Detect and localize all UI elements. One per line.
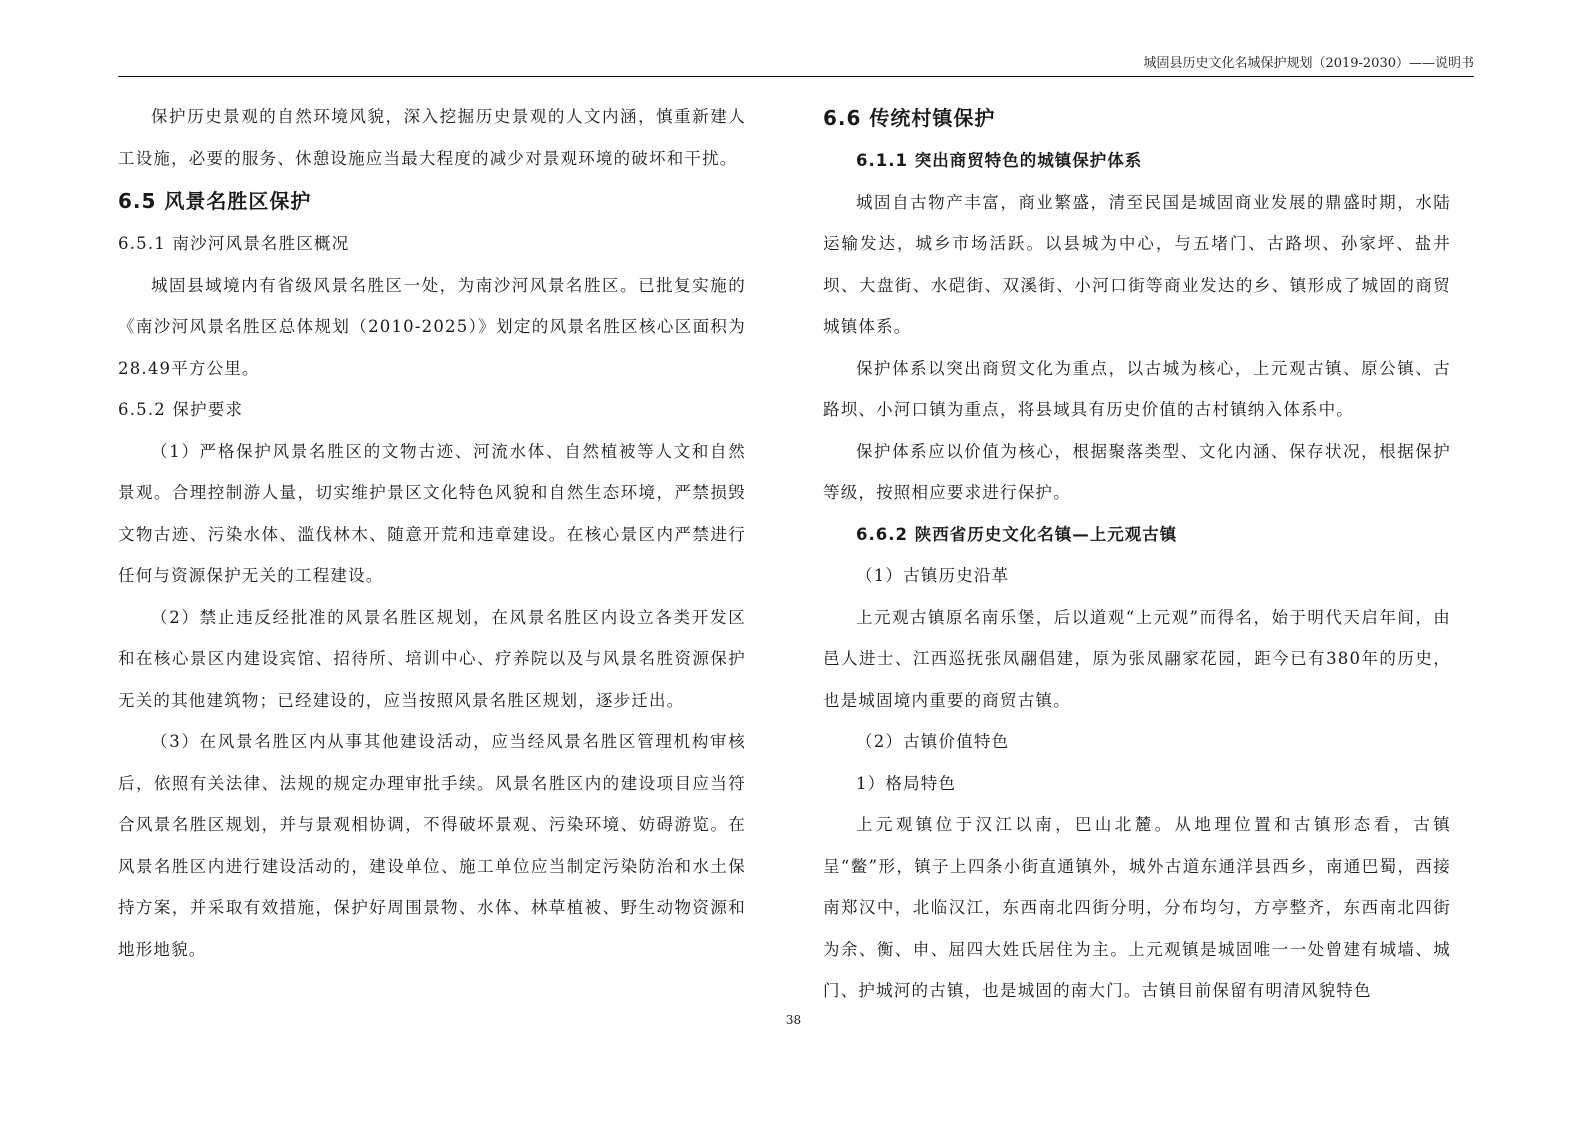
item-town-history: （1）古镇历史沿革 (856, 566, 1010, 585)
paragraph-protection-system: 保护体系以突出商贸文化为重点，以古城为核心，上元观古镇、原公镇、古路坝、小河口镇为重点，将县域具有历史价值的古村镇纳入体系中。 (823, 358, 1451, 419)
section-heading-6-6: 6.6 传统村镇保护 (823, 106, 996, 130)
paragraph-town-history: 上元观古镇原名南乐堡，后以道观“上元观”而得名，始于明代天启年间，由邑人进士、江西巡抚张凤翮倡建，原为张凤翮家花园，距今已有380年的历史，也是城固境内重要的商贸古镇。 (823, 607, 1451, 710)
item-town-value: （2）古镇价值特色 (856, 732, 1010, 751)
subheading-6-5-1: 6.5.1 南沙河风景名胜区概况 (118, 234, 350, 253)
requirement-3: （3）在风景名胜区内从事其他建设活动，应当经风景名胜区管理机构审核后，依照有关法律、法规的规定办理审批手续。风景名胜区内的建设项目应当符合风景名胜区规划，并与景观相协调，不得破坏景观、污染环境、妨碍游览。在风景名胜区内进行建设活动的，建设单位、施工单位应当制定污染防治和水土保持方案，并采取有效措施，保护好周围景物、水体、林草植被、野生动物资源和地形地貌。 (118, 732, 746, 959)
paragraph-commerce-history: 城固自古物产丰富，商业繁盛，清至民国是城固商业发展的鼎盛时期，水陆运输发达，城乡市场活跃。以县城为中心，与五堵门、古路坝、孙家坪、盐井坝、大盘街、水硙街、双溪街、小河口街等商业发达的乡、镇形成了城固的商贸城镇体系。 (823, 192, 1451, 336)
subheading-6-6-2: 6.6.2 陕西省历史文化名镇—上元观古镇 (856, 524, 1178, 544)
page-number: 38 (785, 1013, 802, 1027)
right-column (823, 96, 1451, 1012)
left-column (118, 96, 746, 970)
intro-paragraph: 保护历史景观的自然环境风貌，深入挖掘历史景观的人文内涵，慎重新建人工设施，必要的服务、休憩设施应当最大程度的减少对景观环境的破坏和干扰。 (118, 107, 746, 168)
requirement-2: （2）禁止违反经批准的风景名胜区规划，在风景名胜区内设立各类开发区和在核心景区内建设宾馆、招待所、培训中心、疗养院以及与风景名胜资源保护无关的其他建筑物；已经建设的，应当按照风景名胜区规划，逐步迁出。 (118, 607, 746, 710)
header-rule (118, 76, 1474, 77)
paragraph-6-5-1: 城固县域境内有省级风景名胜区一处，为南沙河风景名胜区。已批复实施的《南沙河风景名胜区总体规划（2010-2025）》划定的风景名胜区核心区面积为28.49平方公里。 (118, 275, 746, 378)
paragraph-layout-features: 上元观镇位于汉江以南，巴山北麓。从地理位置和古镇形态看，古镇呈“鳖”形，镇子上四条小街直通镇外，城外古道东通洋县西乡，南通巴蜀，西接南郑汉中，北临汉江，东西南北四街分明，分布均匀，方亭整齐，东西南北四街为余、衡、申、屈四大姓氏居住为主。上元观镇是城固唯一一处曾建有城墙、城门、护城河的古镇，也是城固的南大门。古镇目前保留有明清风貌特色 (823, 815, 1451, 1000)
running-header: 城固县历史文化名城保护规划（2019-2030）——说明书 (1143, 56, 1474, 71)
subheading-6-5-2: 6.5.2 保护要求 (118, 400, 244, 419)
item-layout-features: 1）格局特色 (856, 773, 957, 793)
section-heading-6-5: 6.5 风景名胜区保护 (118, 189, 312, 213)
requirement-1: （1）严格保护风景名胜区的文物古迹、河流水体、自然植被等人文和自然景观。合理控制游人量，切实维护景区文化特色风貌和自然生态环境，严禁损毁文物古迹、污染水体、滥伐林木、随意开荒和违章建设。在核心景区内严禁进行任何与资源保护无关的工程建设。 (118, 441, 746, 585)
subheading-6-1-1: 6.1.1 突出商贸特色的城镇保护体系 (856, 151, 1143, 170)
paragraph-protection-value: 保护体系应以价值为核心，根据聚落类型、文化内涵、保存状况，根据保护等级，按照相应要求进行保护。 (823, 441, 1451, 502)
